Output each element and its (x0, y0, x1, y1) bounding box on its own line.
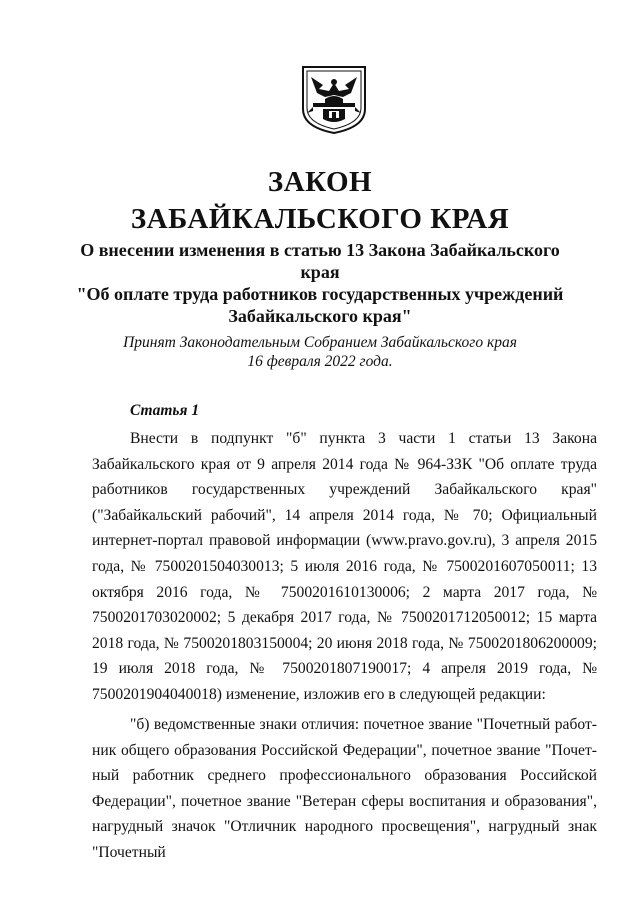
adoption-line: Принят Законодательным Собранием Забайкальского края (123, 334, 517, 351)
adoption-note (60, 333, 580, 371)
subtitle-line: "Об оплате труда работников государственных учреждений (76, 284, 564, 304)
law-heading: ЗАКОН (267, 166, 373, 198)
law-subtitle (60, 239, 580, 327)
article-title: Статья 1 (130, 402, 200, 419)
region-heading: ЗАБАЙКАЛЬСКОГО КРАЯ (130, 203, 510, 235)
subtitle-line: О внесении изменения в статью 13 Закона Забайкальского края (80, 240, 560, 282)
article-paragraph: Внести в подпункт "б" пункта 3 части 1 статьи 13 Закона Забайкальского края от 9 апреля 2014 года № 964-ЗЗК "Об оплате труда работников государственных учреждений Забайкальского края" ("Забайкальский рабочий", 14 апреля 2014 года, № 70; Официальный интернет-портал правовой информации (www.pravo.gov.ru), 3 апреля 2015 года, № 7500201504030013; 5 июля 2016 года, № 7500201607050011; 13 октября 2016 года, № 7500201610130006; 2 марта 2017 года, № 7500201703020002; 5 декабря 2017 года, № 7500201712050012; 15 марта 2018 года, № 7500201803150004; 20 июня 2018 года, № 7500201806200009; 19 июля 2018 года, № 7500201807190017; 4 апреля 2019 года, № 7500201904040018) изменение, изложив его в следующей редакции: (92, 430, 597, 703)
coat-of-arms-icon (299, 63, 369, 135)
subtitle-line: Забайкальского края" (228, 306, 412, 326)
article-paragraph: "б) ведомственные знаки отличия: почетное звание "Почетный работник общего образования Российской Федерации", почетное звание "Почетный работник среднего профессионального образования Российской Федерации", почетное звание "Ветеран сферы воспитания и образования", нагрудный значок "Отличник народного просвещения", нагрудный знак "Почетный (92, 716, 597, 861)
adoption-date: 16 февраля 2022 года. (247, 353, 393, 370)
